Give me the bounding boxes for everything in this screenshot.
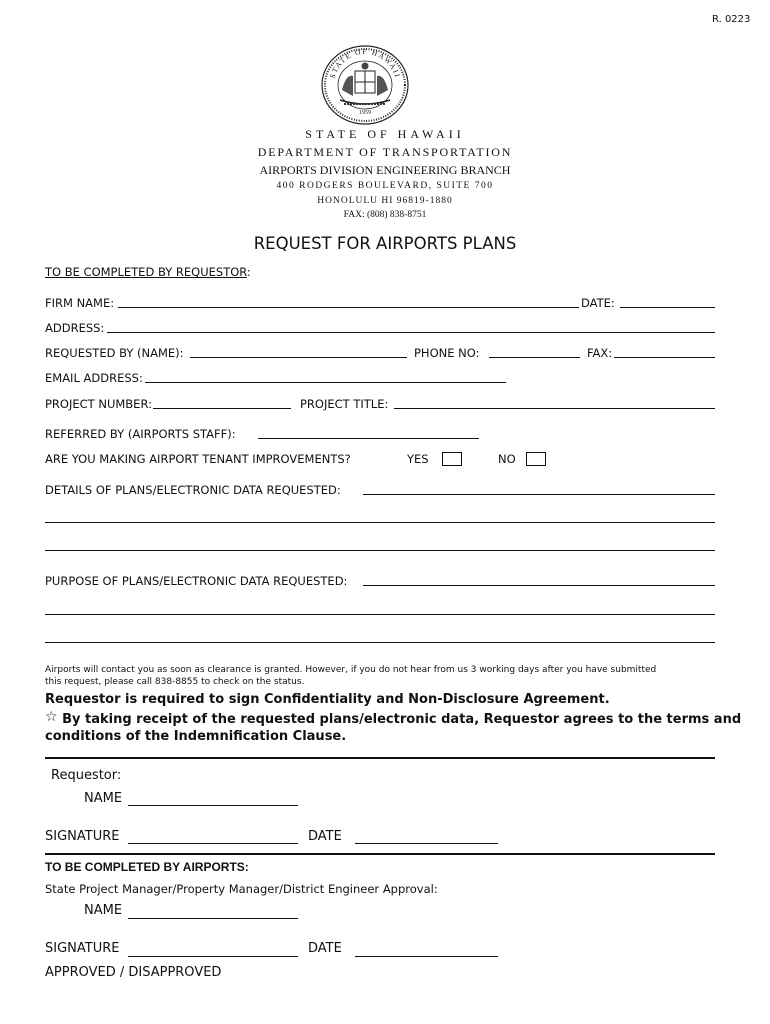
header-fax: FAX: (808) 838-8751 xyxy=(343,210,427,220)
header-department: DEPARTMENT OF TRANSPORTATION xyxy=(257,145,513,159)
purpose-label: PURPOSE OF PLANS/ELECTRONIC DATA REQUESTED: xyxy=(45,574,348,588)
referred-by-field[interactable] xyxy=(258,438,479,439)
airports-date-field[interactable] xyxy=(355,956,498,957)
purpose-field[interactable] xyxy=(363,585,715,586)
requestor-section-heading: TO BE COMPLETED BY REQUESTOR: xyxy=(45,265,251,279)
requested-by-label: REQUESTED BY (NAME): xyxy=(45,346,184,360)
header-city: HONOLULU HI 96819-1880 xyxy=(317,196,453,206)
phone-field[interactable] xyxy=(489,357,580,358)
date-field[interactable] xyxy=(620,307,715,308)
requestor-name-field[interactable] xyxy=(128,805,298,806)
airports-name-field[interactable] xyxy=(128,918,298,919)
star-icon: ☆ xyxy=(45,709,58,725)
notice-line-1: Airports will contact you as soon as clearance is granted. However, if you do not hear from us 3 working days after you have submitted xyxy=(45,665,657,675)
fax-label: FAX: xyxy=(587,346,613,360)
seal-ring-text: STATE OF HAWAII xyxy=(327,46,403,80)
confidentiality-statement: Requestor is required to sign Confidentiality and Non-Disclosure Agreement. xyxy=(45,692,610,707)
airports-section-heading: TO BE COMPLETED BY AIRPORTS: xyxy=(45,860,249,874)
indemnification-statement-line-2: conditions of the Indemnification Clause. xyxy=(45,729,347,744)
requested-by-field[interactable] xyxy=(190,357,407,358)
header-division: AIRPORTS DIVISION ENGINEERING BRANCH xyxy=(259,163,511,177)
header-address: 400 RODGERS BOULEVARD, SUITE 700 xyxy=(276,181,494,191)
approval-label: State Project Manager/Property Manager/District Engineer Approval: xyxy=(45,882,438,896)
airports-date-label: DATE xyxy=(308,941,342,956)
project-title-field[interactable] xyxy=(394,408,715,409)
details-label: DETAILS OF PLANS/ELECTRONIC DATA REQUESTED: xyxy=(45,483,341,497)
notice-line-2: this request, please call 838-8855 to check on the status. xyxy=(45,677,305,687)
fax-field[interactable] xyxy=(614,357,715,358)
requestor-heading: Requestor: xyxy=(51,768,122,783)
requestor-date-field[interactable] xyxy=(355,843,498,844)
details-field-line-3[interactable] xyxy=(45,550,715,551)
yes-label: YES xyxy=(407,452,429,466)
airports-signature-label: SIGNATURE xyxy=(45,941,120,956)
yes-checkbox[interactable] xyxy=(442,452,462,466)
address-field[interactable] xyxy=(107,332,715,333)
purpose-field-line-2[interactable] xyxy=(45,614,715,615)
seal-year: 1959 xyxy=(359,110,371,116)
requestor-name-label: NAME xyxy=(84,791,123,806)
firm-name-label: FIRM NAME: xyxy=(45,296,115,310)
divider-1 xyxy=(45,757,715,759)
details-field[interactable] xyxy=(363,494,715,495)
purpose-field-line-3[interactable] xyxy=(45,642,715,643)
no-checkbox[interactable] xyxy=(526,452,546,466)
referred-by-label: REFERRED BY (AIRPORTS STAFF): xyxy=(45,427,236,441)
approved-disapproved[interactable]: APPROVED / DISAPPROVED xyxy=(45,965,222,980)
firm-name-field[interactable] xyxy=(118,307,579,308)
airports-name-label: NAME xyxy=(84,903,123,918)
requestor-signature-field[interactable] xyxy=(128,843,298,844)
no-label: NO xyxy=(498,452,516,466)
requestor-signature-label: SIGNATURE xyxy=(45,829,120,844)
project-number-field[interactable] xyxy=(153,408,291,409)
project-number-label: PROJECT NUMBER: xyxy=(45,397,152,411)
indemnification-statement: ☆ By taking receipt of the requested plans/electronic data, Requestor agrees to the terms and xyxy=(45,709,742,727)
state-seal-icon xyxy=(320,44,410,126)
form-title: REQUEST FOR AIRPORTS PLANS xyxy=(253,234,517,253)
header-state: STATE OF HAWAII xyxy=(305,127,465,141)
project-title-label: PROJECT TITLE: xyxy=(300,397,389,411)
airports-signature-field[interactable] xyxy=(128,956,298,957)
divider-2 xyxy=(45,853,715,855)
email-label: EMAIL ADDRESS: xyxy=(45,371,143,385)
address-label: ADDRESS: xyxy=(45,321,105,335)
details-field-line-2[interactable] xyxy=(45,522,715,523)
tenant-question: ARE YOU MAKING AIRPORT TENANT IMPROVEMENTS? xyxy=(45,452,351,466)
email-field[interactable] xyxy=(145,382,506,383)
requestor-date-label: DATE xyxy=(308,829,342,844)
phone-label: PHONE NO: xyxy=(414,346,480,360)
form-code: R. 0223 xyxy=(712,14,751,25)
date-label: DATE: xyxy=(581,296,615,310)
